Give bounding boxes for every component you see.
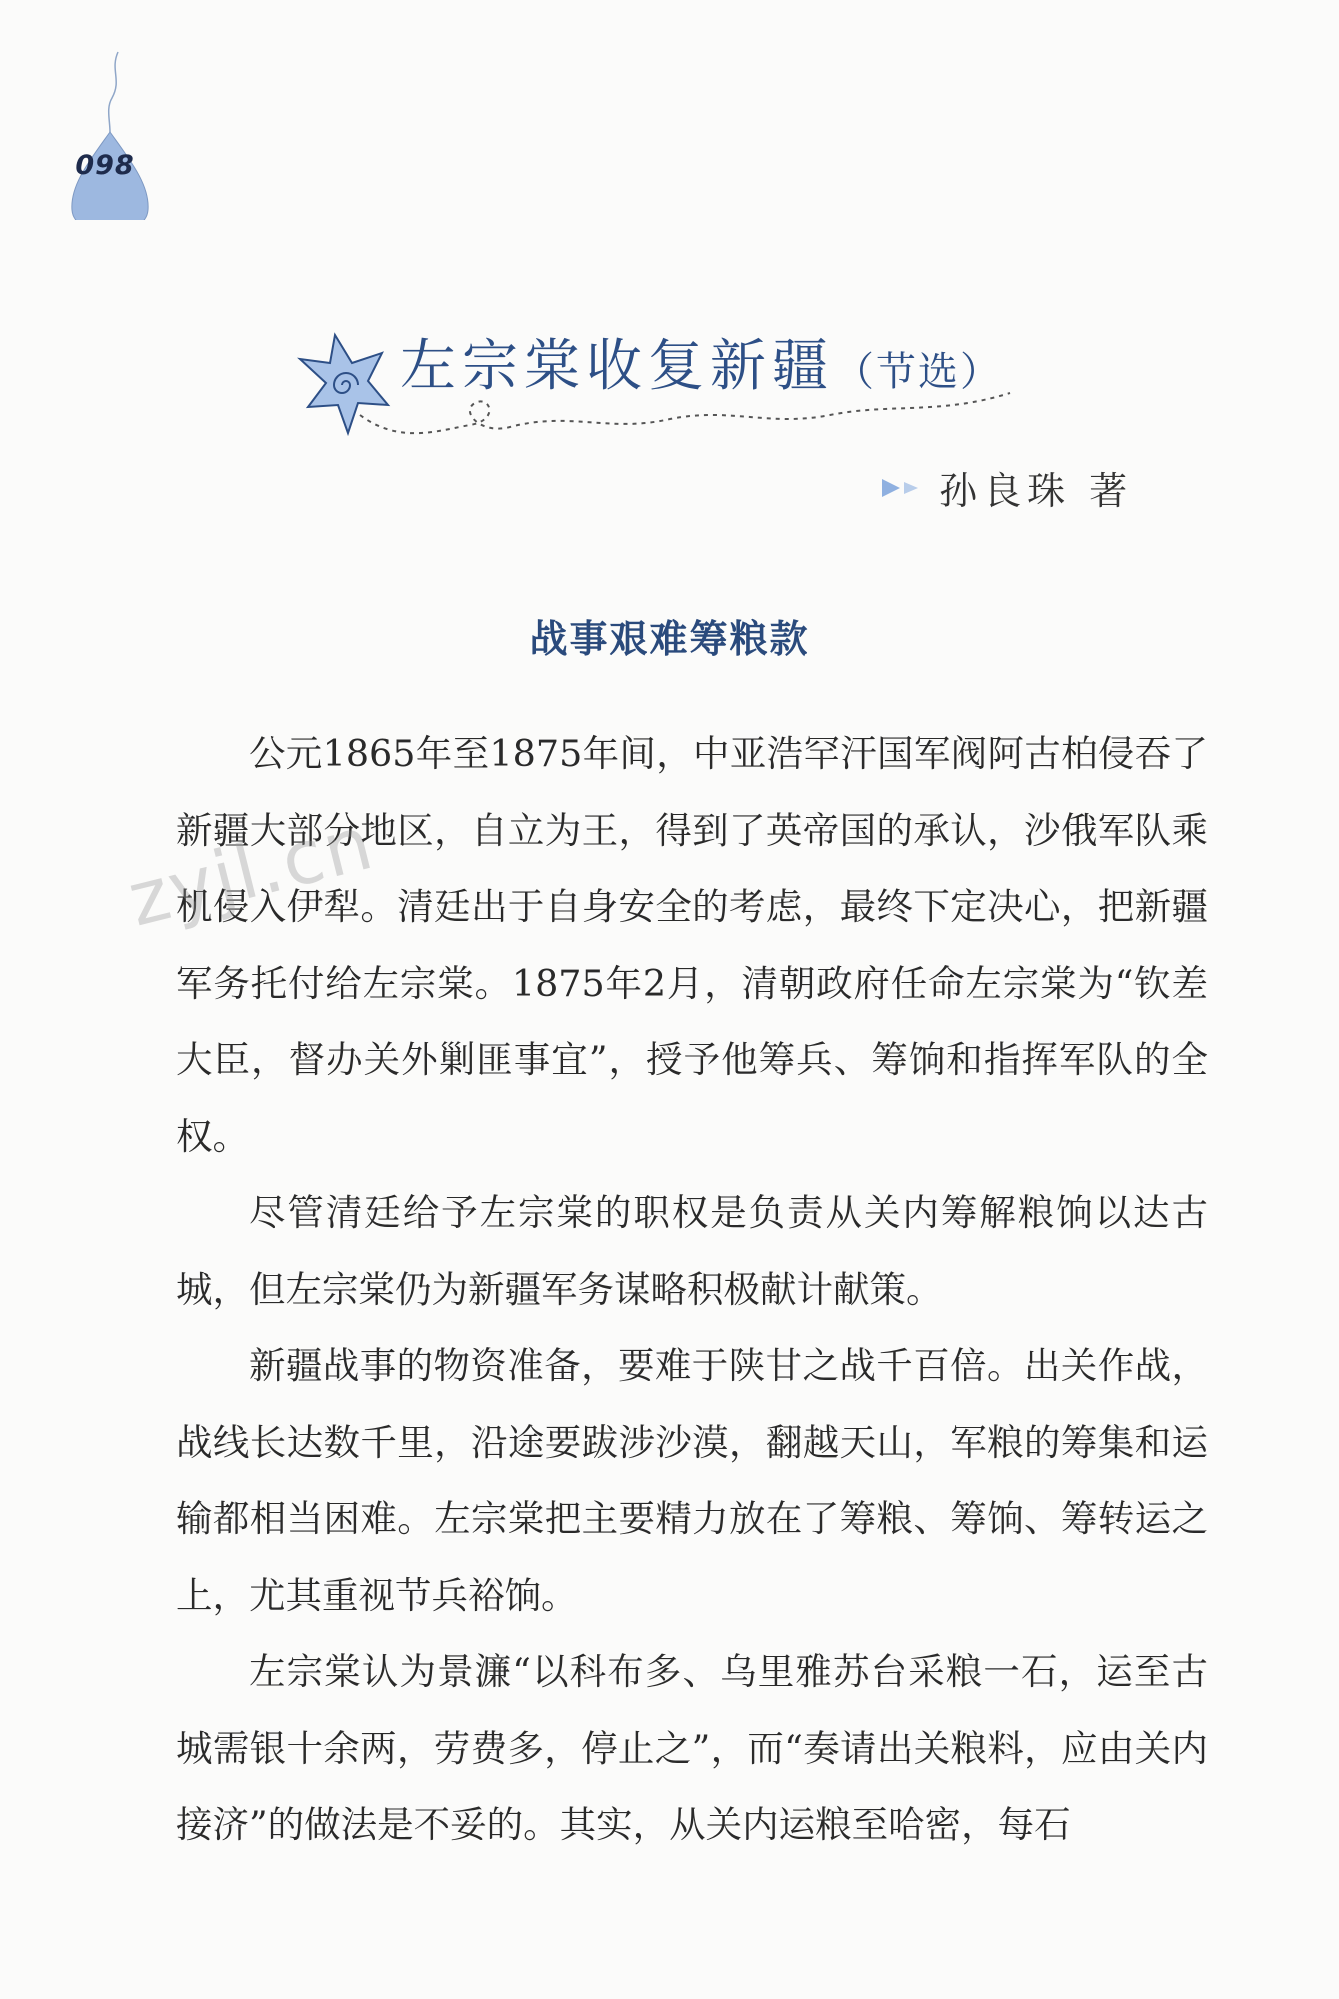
triangle-arrows-icon <box>880 477 926 499</box>
paragraph: 尽管清廷给予左宗棠的职权是负责从关内筹解粮饷以达古城，但左宗棠仍为新疆军务谋略积极献计献策。 <box>176 1191 1208 1311</box>
paragraph: 公元1865年至1875年间，中亚浩罕汗国军阀阿古柏侵吞了新疆大部分地区，自立为王，得到了英帝国的承认，沙俄军队乘机侵入伊犁。清廷出于自身安全的考虑，最终下定决心，把新疆军务托付给左宗棠。1875年2月，清朝政府任命左宗棠为“钦差大臣，督办关外剿匪事宜”，授予他筹兵、筹饷和指挥军队的全权。 <box>176 732 1208 1158</box>
article-title <box>400 322 1002 402</box>
paragraph: 左宗棠认为景濂“以科布多、乌里雅苏台采粮一石，运至古城需银十余两，劳费多，停止之”，而“奏请出关粮料，应由关内接济”的做法是不妥的。其实，从关内运粮至哈密，每石 <box>176 1650 1208 1846</box>
section-heading: 战事艰难筹粮款 <box>529 616 810 661</box>
title-subtitle: （节选） <box>834 349 1002 395</box>
author-name: 孙良珠 著 <box>939 469 1134 513</box>
water-drop-icon <box>60 50 150 220</box>
paragraph: 新疆战事的物资准备，要难于陕甘之战千百倍。出关作战，战线长达数千里，沿途要跋涉沙漠，翻越天山，军粮的筹集和运输都相当困难。左宗棠把主要精力放在了筹粮、筹饷、筹转运之上，尤其重视节兵裕饷。 <box>176 1344 1208 1617</box>
author-line <box>880 460 1133 515</box>
page-number: 098 <box>75 150 135 181</box>
watermark: zyjl.cn <box>120 799 383 944</box>
title-text: 左宗棠收复新疆 <box>400 334 834 399</box>
